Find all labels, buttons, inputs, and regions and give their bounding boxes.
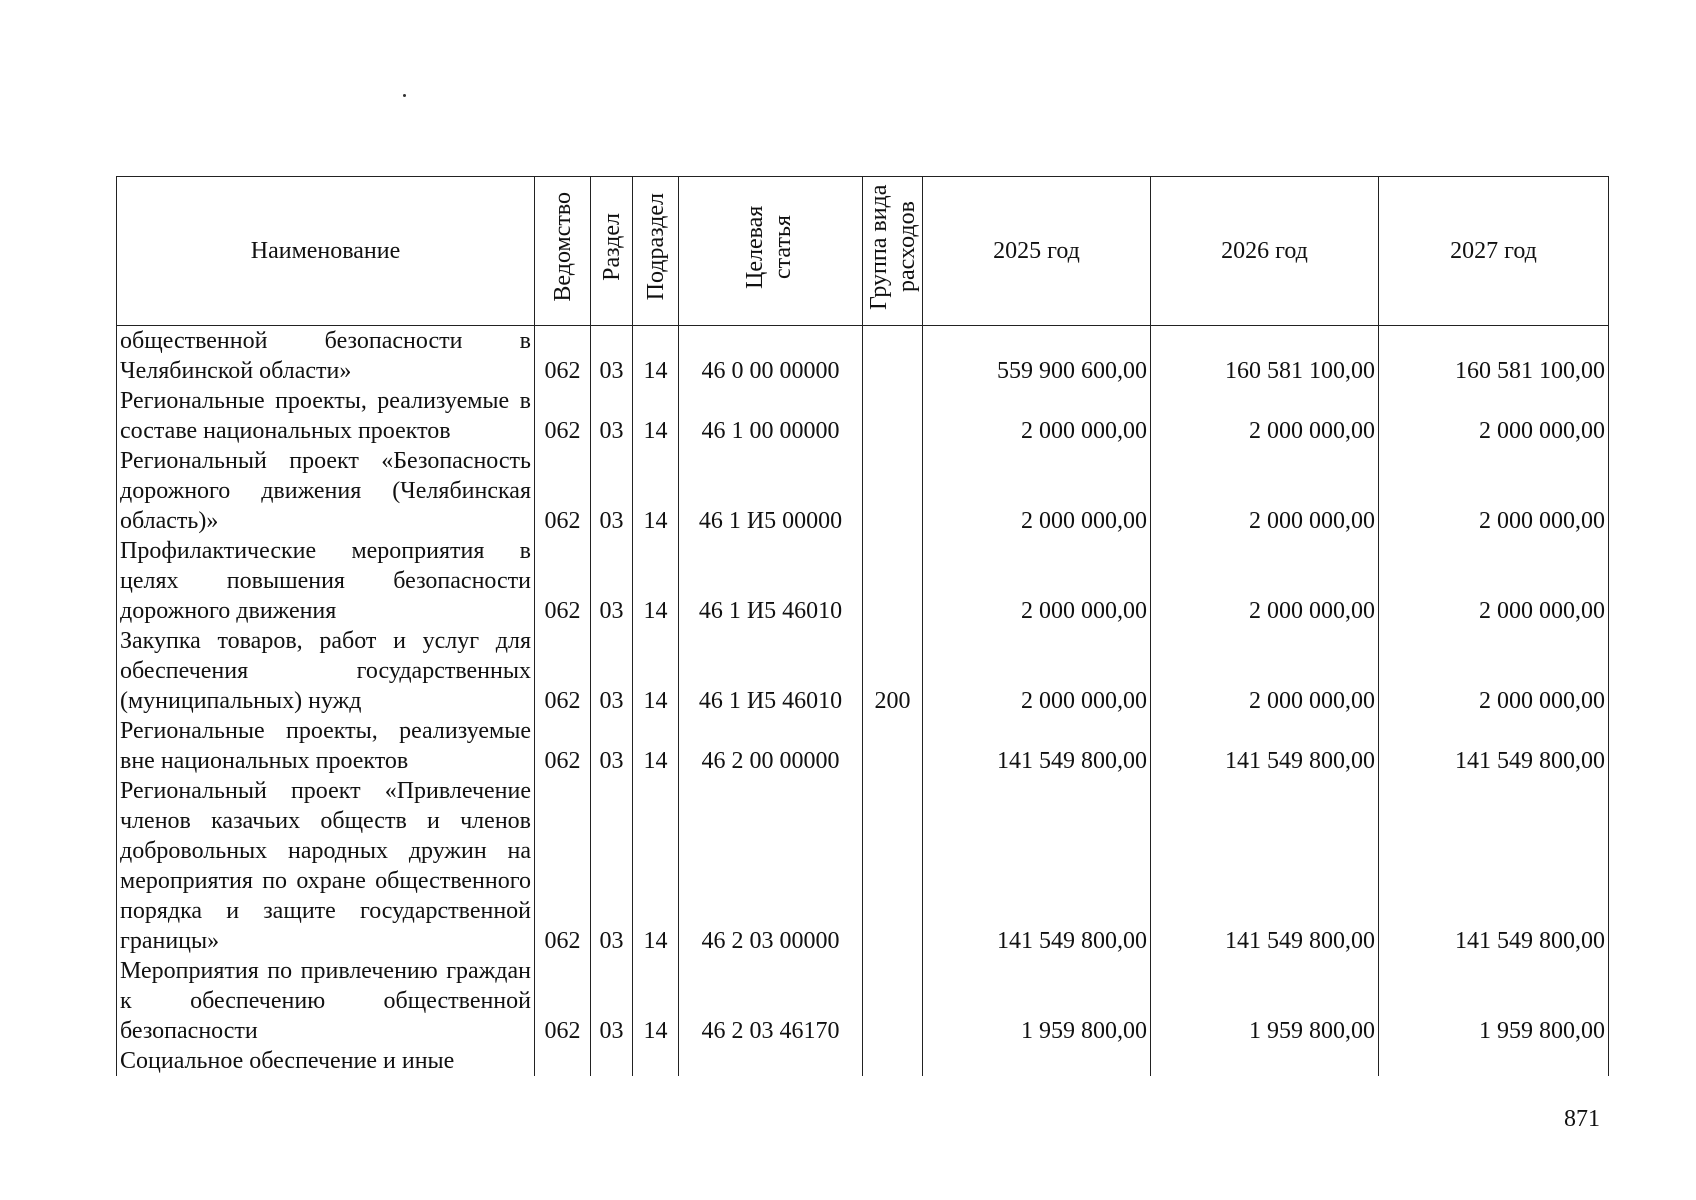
table-row <box>117 326 1609 387</box>
table-row <box>117 1046 1609 1076</box>
row-section: 03 <box>591 956 633 1046</box>
row-name: Региональные проекты, реализуемые вне национальных проектов <box>117 716 535 776</box>
row-2026: 2 000 000,00 <box>1151 626 1379 716</box>
row-name: Социальное обеспечение и иные <box>117 1046 535 1076</box>
table-row <box>117 626 1609 716</box>
row-2027: 2 000 000,00 <box>1379 536 1609 626</box>
row-name: Региональный проект «Безопасность дорожного движения (Челябинская область)» <box>117 446 535 536</box>
row-subsection: 14 <box>633 776 679 956</box>
row-2027: 2 000 000,00 <box>1379 626 1609 716</box>
row-department: 062 <box>535 716 591 776</box>
row-group: 200 <box>863 626 923 716</box>
row-group <box>863 776 923 956</box>
row-target: 46 2 03 00000 <box>679 776 863 956</box>
table-row <box>117 536 1609 626</box>
row-section: 03 <box>591 386 633 446</box>
row-group <box>863 446 923 536</box>
row-department: 062 <box>535 956 591 1046</box>
row-2027: 1 959 800,00 <box>1379 956 1609 1046</box>
row-2026: 160 581 100,00 <box>1151 326 1379 387</box>
row-subsection: 14 <box>633 956 679 1046</box>
header-name: Наименование <box>117 177 535 326</box>
row-target: 46 2 00 00000 <box>679 716 863 776</box>
header-target-article: Целевая статья <box>679 177 863 326</box>
header-department: Ведомство <box>535 177 591 326</box>
row-2027 <box>1379 1046 1609 1076</box>
row-section: 03 <box>591 536 633 626</box>
row-group <box>863 956 923 1046</box>
row-2025: 2 000 000,00 <box>923 626 1151 716</box>
row-department: 062 <box>535 326 591 387</box>
row-name: Региональный проект «Привлечение членов казачьих обществ и членов добровольных народных дружин на мероприятия по охране общественного порядка и защите государственной границы» <box>117 776 535 956</box>
scan-speck <box>403 94 406 97</box>
row-section: 03 <box>591 446 633 536</box>
row-subsection: 14 <box>633 446 679 536</box>
row-target: 46 1 00 00000 <box>679 386 863 446</box>
header-section: Раздел <box>591 177 633 326</box>
row-2026 <box>1151 1046 1379 1076</box>
table-row <box>117 716 1609 776</box>
row-subsection: 14 <box>633 536 679 626</box>
header-2026: 2026 год <box>1151 177 1379 326</box>
row-subsection: 14 <box>633 716 679 776</box>
row-target <box>679 1046 863 1076</box>
header-subsection: Подраздел <box>633 177 679 326</box>
row-department: 062 <box>535 446 591 536</box>
row-name: Мероприятия по привлечению граждан к обеспечению общественной безопасности <box>117 956 535 1046</box>
row-section: 03 <box>591 326 633 387</box>
row-name: Региональные проекты, реализуемые в составе национальных проектов <box>117 386 535 446</box>
row-2026: 1 959 800,00 <box>1151 956 1379 1046</box>
row-2025: 2 000 000,00 <box>923 386 1151 446</box>
header-2027: 2027 год <box>1379 177 1609 326</box>
row-target: 46 2 03 46170 <box>679 956 863 1046</box>
row-2025: 2 000 000,00 <box>923 536 1151 626</box>
table-row <box>117 386 1609 446</box>
row-target: 46 1 И5 46010 <box>679 536 863 626</box>
row-section: 03 <box>591 776 633 956</box>
row-department <box>535 1046 591 1076</box>
row-group <box>863 536 923 626</box>
row-subsection: 14 <box>633 626 679 716</box>
row-2025: 141 549 800,00 <box>923 776 1151 956</box>
row-2027: 2 000 000,00 <box>1379 446 1609 536</box>
page-number: 871 <box>1564 1106 1600 1132</box>
row-2027: 141 549 800,00 <box>1379 776 1609 956</box>
row-2025: 141 549 800,00 <box>923 716 1151 776</box>
row-department: 062 <box>535 386 591 446</box>
row-2025: 559 900 600,00 <box>923 326 1151 387</box>
row-group <box>863 716 923 776</box>
header-row <box>117 177 1609 326</box>
table-row <box>117 446 1609 536</box>
row-2025: 2 000 000,00 <box>923 446 1151 536</box>
budget-table <box>116 176 1609 1076</box>
row-2026: 141 549 800,00 <box>1151 716 1379 776</box>
row-name: общественной безопасности в Челябинской области» <box>117 326 535 387</box>
header-expense-group: Группа вида расходов <box>863 177 923 326</box>
row-2027: 160 581 100,00 <box>1379 326 1609 387</box>
row-target: 46 1 И5 46010 <box>679 626 863 716</box>
row-department: 062 <box>535 536 591 626</box>
row-2025 <box>923 1046 1151 1076</box>
row-section <box>591 1046 633 1076</box>
row-group <box>863 386 923 446</box>
table-row <box>117 776 1609 956</box>
row-section: 03 <box>591 626 633 716</box>
table-row <box>117 956 1609 1046</box>
row-group <box>863 326 923 387</box>
row-2026: 141 549 800,00 <box>1151 776 1379 956</box>
row-2026: 2 000 000,00 <box>1151 446 1379 536</box>
row-name: Закупка товаров, работ и услуг для обеспечения государственных (муниципальных) нужд <box>117 626 535 716</box>
row-section: 03 <box>591 716 633 776</box>
header-2025: 2025 год <box>923 177 1151 326</box>
row-department: 062 <box>535 626 591 716</box>
row-name: Профилактические мероприятия в целях повышения безопасности дорожного движения <box>117 536 535 626</box>
row-2025: 1 959 800,00 <box>923 956 1151 1046</box>
row-subsection: 14 <box>633 386 679 446</box>
row-2027: 2 000 000,00 <box>1379 386 1609 446</box>
row-group <box>863 1046 923 1076</box>
row-subsection <box>633 1046 679 1076</box>
row-target: 46 0 00 00000 <box>679 326 863 387</box>
row-target: 46 1 И5 00000 <box>679 446 863 536</box>
row-subsection: 14 <box>633 326 679 387</box>
row-2026: 2 000 000,00 <box>1151 386 1379 446</box>
row-2027: 141 549 800,00 <box>1379 716 1609 776</box>
row-2026: 2 000 000,00 <box>1151 536 1379 626</box>
table-body <box>117 326 1609 1077</box>
row-department: 062 <box>535 776 591 956</box>
